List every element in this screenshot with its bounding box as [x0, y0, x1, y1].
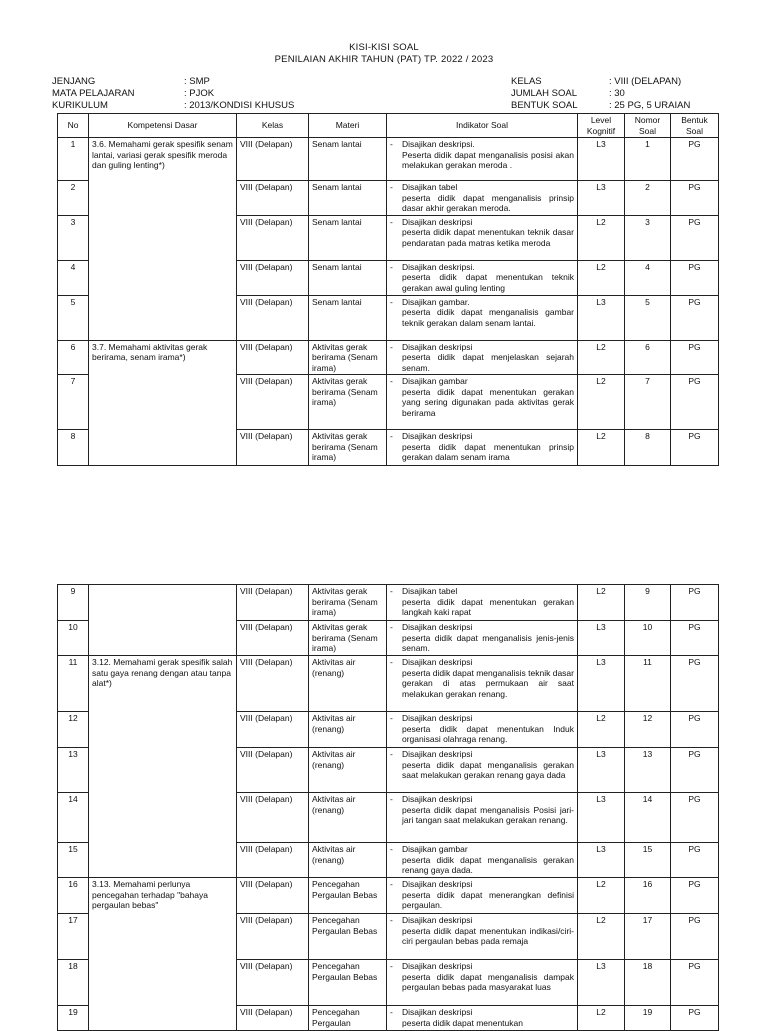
materi-cell: Pencegahan Pergaulan Bebas	[309, 878, 387, 914]
level-cell: L3	[578, 793, 625, 843]
indikator-text: peserta didik dapat menentukan teknik dasar pendaratan pada matras ketika meroda	[402, 227, 574, 248]
bentuk-cell: PG	[671, 960, 719, 1006]
indikator-cell: - Disajikan tabel peserta didik dapat menentukan gerakan langkah kaki rapat	[387, 585, 578, 621]
indikator-stimulus: Disajikan deskripsi	[402, 794, 473, 804]
indikator-cell: - Disajikan deskripsi. Peserta didik dapat menganalisis posisi akan melakukan gerakan meroda .	[387, 138, 578, 181]
indikator-text: peserta didik dapat menentukan prinsip gerakan dalam senam irama	[402, 441, 574, 462]
kelas-cell: VIII (Delapan)	[237, 215, 309, 260]
materi-cell: Aktivitas air (renang)	[309, 843, 387, 878]
indikator-text: peserta didik dapat menganalisis prinsip dasar akhir gerakan meroda.	[402, 192, 574, 213]
kelas-cell: VIII (Delapan)	[237, 793, 309, 843]
indikator-stimulus: Disajikan gambar	[402, 376, 468, 386]
col-header-bentuk: Bentuk Soal	[671, 114, 719, 138]
indikator-cell: - Disajikan deskripsi peserta didik dapat menentukan indikasi/ciri-ciri pergaulan bebas pada remaja	[387, 914, 578, 960]
level-cell: L3	[578, 748, 625, 793]
indikator-stimulus: Disajikan deskripsi	[402, 1007, 473, 1017]
row-number: 6	[58, 340, 89, 375]
level-cell: L3	[578, 656, 625, 712]
indikator-text: peserta didik dapat menjelaskan sejarah senam.	[402, 352, 574, 373]
meta-label: MATA PELAJARAN	[52, 88, 135, 99]
materi-cell: Senam lantai	[309, 138, 387, 181]
kelas-cell: VIII (Delapan)	[237, 340, 309, 375]
bentuk-cell: PG	[671, 260, 719, 295]
indikator-stimulus: Disajikan deskripsi.	[402, 261, 475, 272]
indikator-stimulus: Disajikan deskripsi	[402, 915, 473, 925]
kelas-cell: VIII (Delapan)	[237, 181, 309, 216]
bentuk-cell: PG	[671, 340, 719, 375]
level-cell: L3	[578, 295, 625, 340]
indikator-cell: - Disajikan tabel peserta didik dapat menganalisis prinsip dasar akhir gerakan meroda.	[387, 181, 578, 216]
row-number: 2	[58, 181, 89, 216]
kelas-cell: VIII (Delapan)	[237, 295, 309, 340]
indikator-stimulus: Disajikan deskripsi	[402, 341, 473, 352]
materi-cell: Pencegahan Pergaulan	[309, 1006, 387, 1031]
indikator-cell: - Disajikan deskripsi peserta didik dapat menjelaskan sejarah senam.	[387, 340, 578, 375]
table-row	[58, 656, 719, 712]
nomor-cell: 2	[625, 181, 671, 216]
indikator-text: peserta didik dapat menentukan	[402, 1017, 523, 1028]
meta-value: : 25 PG, 5 URAIAN	[609, 100, 691, 111]
row-number: 17	[58, 914, 89, 960]
materi-cell: Senam lantai	[309, 295, 387, 340]
indikator-stimulus: Disajikan tabel	[402, 182, 458, 192]
kelas-cell: VIII (Delapan)	[237, 585, 309, 621]
table-row	[58, 878, 719, 914]
meta-label: KELAS	[511, 76, 542, 87]
meta-label: KURIKULUM	[52, 100, 108, 111]
indikator-stimulus: Disajikan gambar.	[402, 296, 470, 307]
indikator-stimulus: Disajikan deskripsi	[402, 961, 473, 971]
nomor-cell: 17	[625, 914, 671, 960]
row-number: 11	[58, 656, 89, 712]
meta-value: : 30	[609, 88, 625, 99]
kelas-cell: VIII (Delapan)	[237, 712, 309, 748]
row-number: 12	[58, 712, 89, 748]
col-header-level: Level Kognitif	[578, 114, 625, 138]
indikator-cell: - Disajikan deskripsi peserta didik dapat menganalisis gerakan saat melakukan gerakan renang gaya dada	[387, 748, 578, 793]
indikator-cell: - Disajikan deskripsi peserta didik dapat menentukan Induk organisasi olahraga renang.	[387, 712, 578, 748]
materi-cell: Senam lantai	[309, 181, 387, 216]
bentuk-cell: PG	[671, 215, 719, 260]
nomor-cell: 3	[625, 215, 671, 260]
level-cell: L2	[578, 585, 625, 621]
materi-cell: Aktivitas air (renang)	[309, 748, 387, 793]
bentuk-cell: PG	[671, 656, 719, 712]
nomor-cell: 19	[625, 1006, 671, 1031]
indikator-cell: - Disajikan deskripsi peserta didik dapat menentukan teknik dasar pendaratan pada matras ketika meroda	[387, 215, 578, 260]
meta-label: BENTUK SOAL	[511, 100, 578, 111]
row-number: 8	[58, 430, 89, 466]
materi-cell: Aktivitas gerak berirama (Senam irama)	[309, 430, 387, 466]
indikator-cell: - Disajikan deskripsi peserta didik dapat menganalisis Posisi jari-jari tangan saat melakukan gerakan renang.	[387, 793, 578, 843]
bentuk-cell: PG	[671, 430, 719, 466]
materi-cell: Aktivitas gerak berirama (Senam irama)	[309, 621, 387, 656]
materi-cell: Pencegahan Pergaulan Bebas	[309, 960, 387, 1006]
indikator-text: peserta didik dapat menganalisis gerakan saat melakukan gerakan renang gaya dada	[402, 759, 574, 780]
indikator-text: peserta didik dapat menganalisis teknik dasar gerakan di atas permukaan air saat melakukan gerakan renang.	[402, 667, 574, 699]
indikator-text: peserta didik dapat menentukan gerakan yang sering digunakan pada aktivitas gerak berirama	[402, 386, 574, 418]
table-body-1	[58, 138, 719, 466]
nomor-cell: 13	[625, 748, 671, 793]
meta-value: : SMP	[184, 76, 210, 87]
nomor-cell: 7	[625, 375, 671, 430]
indikator-stimulus: Disajikan deskripsi	[402, 657, 473, 667]
row-number: 15	[58, 843, 89, 878]
indikator-cell: - Disajikan deskripsi peserta didik dapat menganalisis dampak pergaulan bebas pada masyarakat luas	[387, 960, 578, 1006]
indikator-stimulus: Disajikan deskripsi	[402, 216, 473, 227]
nomor-cell: 14	[625, 793, 671, 843]
meta-label: JUMLAH SOAL	[511, 88, 577, 99]
level-cell: L2	[578, 375, 625, 430]
indikator-stimulus: Disajikan deskripsi.	[402, 139, 475, 149]
row-number: 14	[58, 793, 89, 843]
indikator-text: peserta didik dapat menentukan teknik gerakan awal guling lenting	[402, 272, 574, 293]
indikator-text: peserta didik dapat menganalisis jenis-jenis senam.	[402, 632, 574, 653]
kompetensi-dasar-cell	[89, 585, 237, 656]
nomor-cell: 16	[625, 878, 671, 914]
table-header-row	[58, 114, 719, 138]
indikator-text: peserta didik dapat menganalisis dampak pergaulan bebas pada masyarakat luas	[402, 971, 574, 992]
kelas-cell: VIII (Delapan)	[237, 138, 309, 181]
bentuk-cell: PG	[671, 878, 719, 914]
col-header-indikator: Indikator Soal	[387, 114, 578, 138]
table-row	[58, 340, 719, 375]
indikator-stimulus: Disajikan deskripsi	[402, 431, 473, 441]
level-cell: L3	[578, 843, 625, 878]
indikator-cell: - Disajikan deskripsi peserta didik dapat menerangkan definisi pergaulan.	[387, 878, 578, 914]
table-row	[58, 585, 719, 621]
indikator-stimulus: Disajikan deskripsi	[402, 879, 473, 889]
indikator-stimulus: Disajikan deskripsi	[402, 713, 473, 723]
meta-label: JENJANG	[52, 76, 96, 87]
row-number: 10	[58, 621, 89, 656]
level-cell: L3	[578, 960, 625, 1006]
row-number: 16	[58, 878, 89, 914]
indikator-text: peserta didik dapat menganalisis gambar teknik gerakan dalam senam lantai.	[402, 307, 574, 328]
row-number: 4	[58, 260, 89, 295]
row-number: 13	[58, 748, 89, 793]
nomor-cell: 5	[625, 295, 671, 340]
indikator-cell: - Disajikan deskripsi peserta didik dapat menganalisis jenis-jenis senam.	[387, 621, 578, 656]
indikator-text: peserta didik dapat menerangkan definisi pergaulan.	[402, 889, 574, 910]
indikator-text: peserta didik dapat menentukan indikasi/ciri-ciri pergaulan bebas pada remaja	[402, 925, 574, 946]
materi-cell: Aktivitas air (renang)	[309, 712, 387, 748]
kisi-table-2	[57, 584, 719, 1031]
indikator-cell: - Disajikan deskripsi. peserta didik dapat menentukan teknik gerakan awal guling lenting	[387, 260, 578, 295]
row-number: 9	[58, 585, 89, 621]
nomor-cell: 12	[625, 712, 671, 748]
materi-cell: Aktivitas gerak berirama (Senam irama)	[309, 340, 387, 375]
nomor-cell: 15	[625, 843, 671, 878]
indikator-cell: - Disajikan deskripsi peserta didik dapat menentukan prinsip gerakan dalam senam irama	[387, 430, 578, 466]
table-body-2	[58, 585, 719, 1031]
nomor-cell: 11	[625, 656, 671, 712]
col-header-kelas: Kelas	[237, 114, 309, 138]
bentuk-cell: PG	[671, 914, 719, 960]
indikator-cell: - Disajikan gambar peserta didik dapat menganalisis gerakan renang gaya dada.	[387, 843, 578, 878]
nomor-cell: 1	[625, 138, 671, 181]
indikator-stimulus: Disajikan deskripsi	[402, 622, 473, 632]
kelas-cell: VIII (Delapan)	[237, 260, 309, 295]
meta-left	[52, 76, 294, 112]
kelas-cell: VIII (Delapan)	[237, 430, 309, 466]
kompetensi-dasar-cell: 3.13. Memahami perlunya pencegahan terhadap "bahaya pergaulan bebas"	[89, 878, 237, 1031]
row-number: 5	[58, 295, 89, 340]
level-cell: L3	[578, 138, 625, 181]
kelas-cell: VIII (Delapan)	[237, 748, 309, 793]
level-cell: L3	[578, 181, 625, 216]
bentuk-cell: PG	[671, 1006, 719, 1031]
kelas-cell: VIII (Delapan)	[237, 621, 309, 656]
row-number: 7	[58, 375, 89, 430]
meta-value: : VIII (DELAPAN)	[609, 76, 682, 87]
nomor-cell: 10	[625, 621, 671, 656]
level-cell: L2	[578, 430, 625, 466]
nomor-cell: 6	[625, 340, 671, 375]
level-cell: L2	[578, 260, 625, 295]
kelas-cell: VIII (Delapan)	[237, 843, 309, 878]
bentuk-cell: PG	[671, 585, 719, 621]
materi-cell: Aktivitas air (renang)	[309, 793, 387, 843]
level-cell: L2	[578, 340, 625, 375]
bentuk-cell: PG	[671, 375, 719, 430]
indikator-cell: - Disajikan gambar peserta didik dapat menentukan gerakan yang sering digunakan pada aktivitas gerak berirama	[387, 375, 578, 430]
bentuk-cell: PG	[671, 712, 719, 748]
row-number: 3	[58, 215, 89, 260]
bentuk-cell: PG	[671, 181, 719, 216]
kelas-cell: VIII (Delapan)	[237, 878, 309, 914]
row-number: 1	[58, 138, 89, 181]
table-row	[58, 138, 719, 181]
level-cell: L2	[578, 215, 625, 260]
indikator-text: peserta didik dapat menentukan gerakan langkah kaki rapat	[402, 596, 574, 617]
nomor-cell: 18	[625, 960, 671, 1006]
bentuk-cell: PG	[671, 793, 719, 843]
col-header-materi: Materi	[309, 114, 387, 138]
nomor-cell: 9	[625, 585, 671, 621]
kelas-cell: VIII (Delapan)	[237, 960, 309, 1006]
document-title: KISI-KISI SOAL	[349, 42, 419, 53]
kelas-cell: VIII (Delapan)	[237, 375, 309, 430]
indikator-text: Peserta didik dapat menganalisis posisi akan melakukan gerakan meroda .	[402, 149, 574, 170]
col-header-kd: Kompetensi Dasar	[89, 114, 237, 138]
nomor-cell: 4	[625, 260, 671, 295]
row-number: 19	[58, 1006, 89, 1031]
kisi-table-1	[57, 113, 719, 466]
indikator-stimulus: Disajikan deskripsi	[402, 749, 473, 759]
level-cell: L3	[578, 621, 625, 656]
materi-cell: Pencegahan Pergaulan Bebas	[309, 914, 387, 960]
indikator-stimulus: Disajikan gambar	[402, 844, 468, 854]
col-header-no: No	[58, 114, 89, 138]
kelas-cell: VIII (Delapan)	[237, 1006, 309, 1031]
level-cell: L2	[578, 878, 625, 914]
level-cell: L2	[578, 1006, 625, 1031]
meta-value: : 2013/KONDISI KHUSUS	[184, 100, 295, 111]
level-cell: L2	[578, 712, 625, 748]
row-number: 18	[58, 960, 89, 1006]
kelas-cell: VIII (Delapan)	[237, 656, 309, 712]
indikator-text: peserta didik dapat menentukan Induk organisasi olahraga renang.	[402, 723, 574, 744]
kompetensi-dasar-cell: 3.12. Memahami gerak spesifik salah satu gaya renang dengan atau tanpa alat*)	[89, 656, 237, 878]
indikator-cell: - Disajikan gambar. peserta didik dapat menganalisis gambar teknik gerakan dalam senam lantai.	[387, 295, 578, 340]
bentuk-cell: PG	[671, 295, 719, 340]
indikator-stimulus: Disajikan tabel	[402, 586, 458, 596]
materi-cell: Senam lantai	[309, 215, 387, 260]
indikator-cell: - Disajikan deskripsi peserta didik dapat menentukan	[387, 1006, 578, 1031]
kelas-cell: VIII (Delapan)	[237, 914, 309, 960]
col-header-nomor: Nomor Soal	[625, 114, 671, 138]
bentuk-cell: PG	[671, 138, 719, 181]
document-subtitle: PENILAIAN AKHIR TAHUN (PAT) TP. 2022 / 2023	[274, 54, 494, 65]
kompetensi-dasar-cell: 3.7. Memahami aktivitas gerak berirama, senam irama*)	[89, 340, 237, 466]
materi-cell: Senam lantai	[309, 260, 387, 295]
kompetensi-dasar-cell: 3.6. Memahami gerak spesifik senam lantai, variasi gerak spesifik meroda dan guling lenting*)	[89, 138, 237, 341]
bentuk-cell: PG	[671, 843, 719, 878]
indikator-text: peserta didik dapat menganalisis Posisi jari-jari tangan saat melakukan gerakan renang.	[402, 804, 574, 825]
level-cell: L2	[578, 914, 625, 960]
bentuk-cell: PG	[671, 621, 719, 656]
bentuk-cell: PG	[671, 748, 719, 793]
materi-cell: Aktivitas gerak berirama (Senam irama)	[309, 375, 387, 430]
indikator-text: peserta didik dapat menganalisis gerakan renang gaya dada.	[402, 854, 574, 875]
meta-right	[511, 76, 690, 112]
nomor-cell: 8	[625, 430, 671, 466]
indikator-cell: - Disajikan deskripsi peserta didik dapat menganalisis teknik dasar gerakan di atas permukaan air saat melakukan gerakan renang.	[387, 656, 578, 712]
materi-cell: Aktivitas air (renang)	[309, 656, 387, 712]
materi-cell: Aktivitas gerak berirama (Senam irama)	[309, 585, 387, 621]
meta-value: : PJOK	[184, 88, 215, 99]
